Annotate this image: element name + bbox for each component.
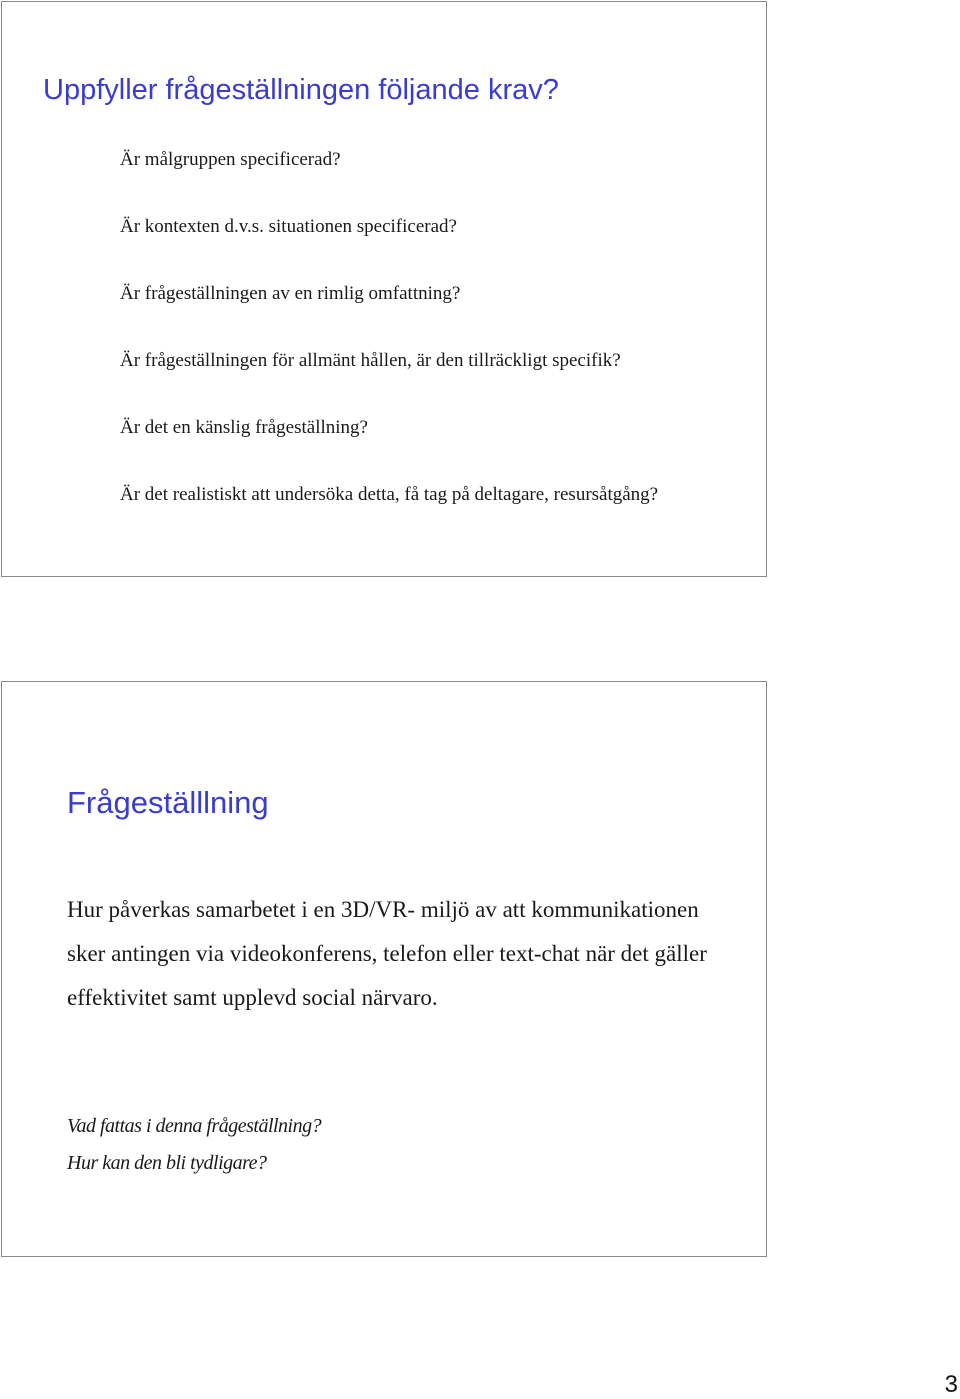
slide-title: Frågeställlning bbox=[67, 785, 269, 820]
requirements-question-list bbox=[120, 150, 658, 552]
page-number: 3 bbox=[944, 1371, 958, 1398]
question-item: Är frågeställningen av en rimlig omfattning? bbox=[120, 283, 461, 304]
question-item: Är målgruppen specificerad? bbox=[120, 149, 341, 170]
discussion-prompts bbox=[67, 1108, 321, 1182]
slide-requirements bbox=[1, 1, 767, 577]
slide-research-question bbox=[1, 681, 767, 1257]
discussion-prompt: Vad fattas i denna frågeställning? bbox=[67, 1115, 322, 1137]
question-item: Är kontexten d.v.s. situationen specificerad? bbox=[120, 216, 457, 237]
question-item: Är det en känslig frågeställning? bbox=[120, 417, 368, 438]
discussion-prompt: Hur kan den bli tydligare? bbox=[67, 1152, 267, 1174]
slide-title: Uppfyller frågeställningen följande krav? bbox=[43, 74, 559, 106]
question-item: Är det realistiskt att undersöka detta, få tag på deltagare, resursåtgång? bbox=[120, 484, 659, 505]
research-question-text: Hur påverkas samarbetet i en 3D/VR- miljö av att kommunikationen sker antingen via videokonferens, telefon eller text-chat när det gäller effektivitet samt upplevd social närvaro. bbox=[67, 897, 707, 1010]
question-item: Är frågeställningen för allmänt hållen, är den tillräckligt specifik? bbox=[120, 350, 621, 371]
